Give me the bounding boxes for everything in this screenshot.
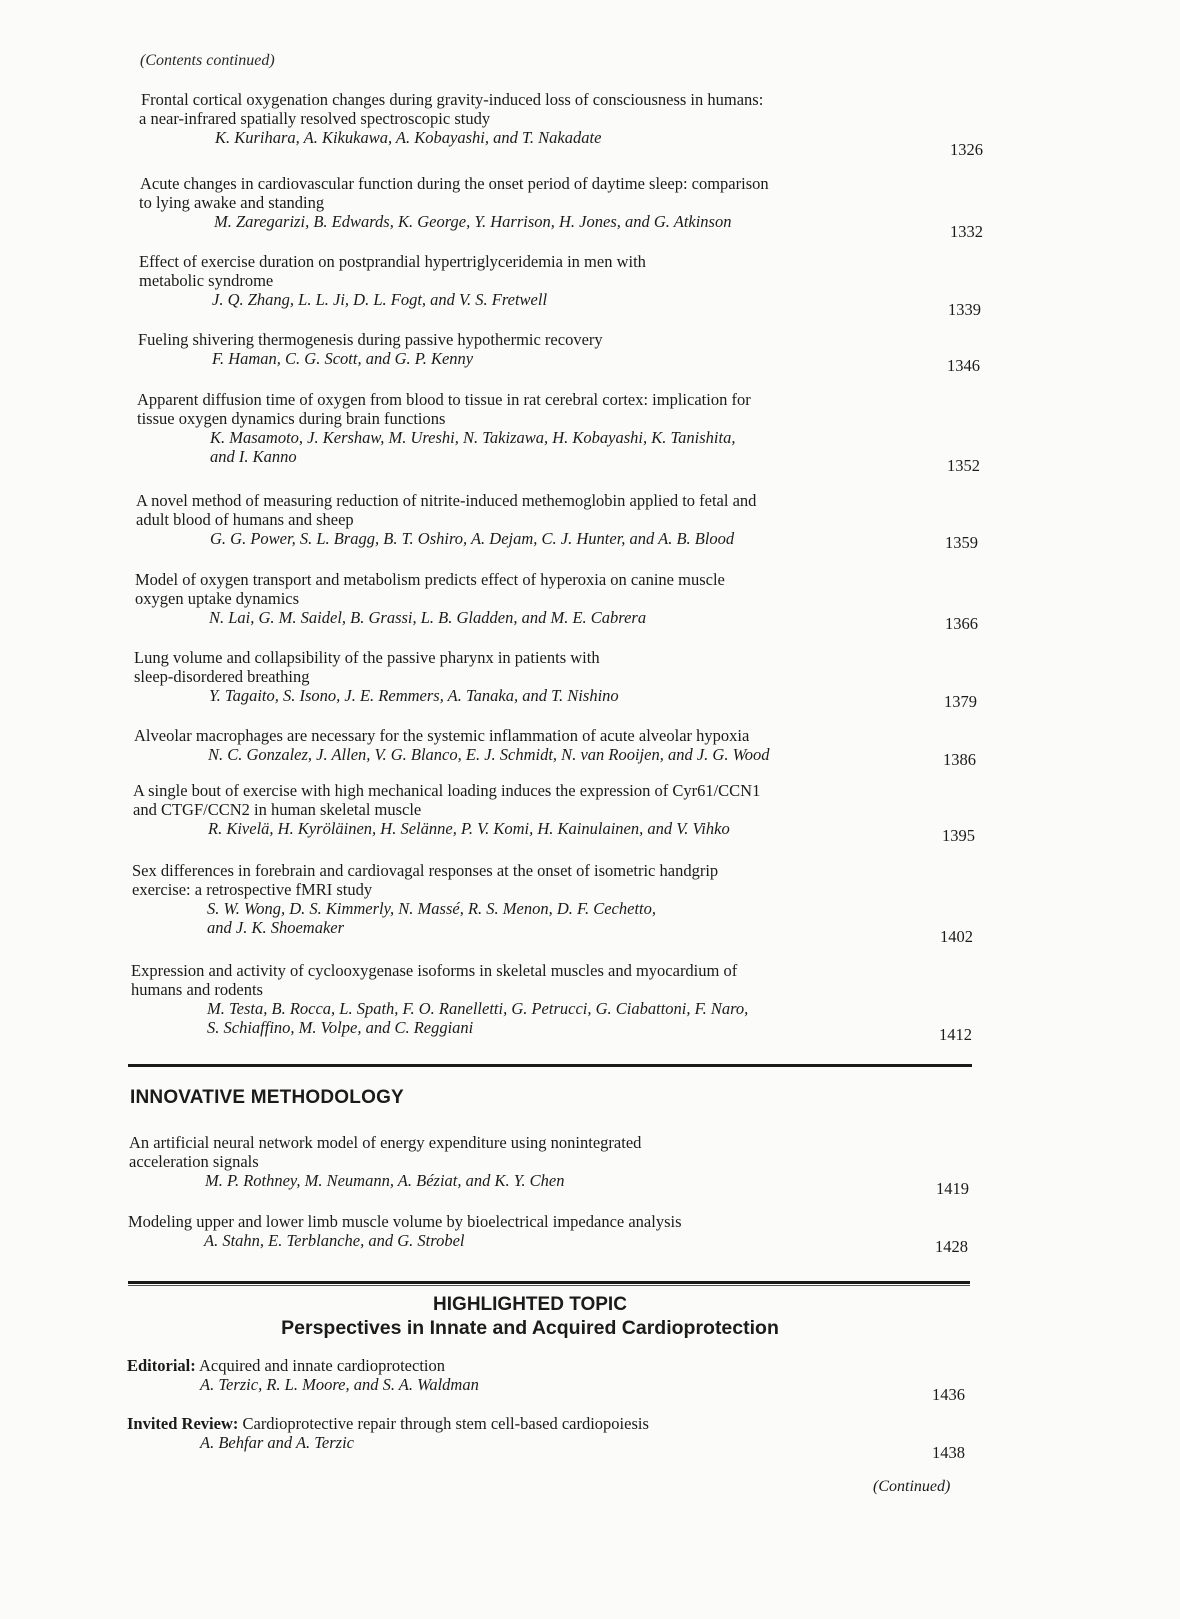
entry-title: Acute changes in cardiovascular function during the onset period of daytime sleep: comparison [140,174,769,193]
toc-entry [0,961,1000,1044]
entry-title: a near-infrared spatially resolved spectroscopic study [139,109,491,128]
entry-authors: K. Masamoto, J. Kershaw, M. Ureshi, N. Takizawa, H. Kobayashi, K. Tanishita, [210,428,736,447]
section-heading-highlighted: HIGHLIGHTED TOPIC [433,1294,627,1315]
contents-continued-label: (Contents continued) [140,52,275,69]
toc-entry [0,330,1000,375]
section-divider [128,1281,970,1284]
entry-authors: J. Q. Zhang, L. L. Ji, D. L. Fogt, and V. S. Fretwell [212,290,548,309]
entry-page: 1395 [942,826,975,845]
entry-page: 1438 [932,1443,965,1462]
entry-title-text: Cardioprotective repair through stem cell-based cardiopoiesis [242,1414,649,1433]
toc-entry [0,252,1000,319]
section-heading-innovative: INNOVATIVE METHODOLOGY [130,1087,404,1108]
entry-authors: R. Kivelä, H. Kyröläinen, H. Selänne, P. V. Komi, H. Kainulainen, and V. Vihko [208,819,730,838]
entry-title: adult blood of humans and sheep [136,510,354,529]
toc-entry [0,1212,1000,1256]
entry-title: Expression and activity of cyclooxygenase isoforms in skeletal muscles and myocardium of [131,961,738,980]
toc-entry [0,174,1000,241]
entry-page: 1332 [950,222,983,241]
entry-authors: F. Haman, C. G. Scott, and G. P. Kenny [212,349,474,368]
entry-page: 1359 [945,533,978,552]
toc-entry [0,90,1000,159]
entry-page: 1326 [950,140,983,159]
entry-title: Effect of exercise duration on postprandial hypertriglyceridemia in men with [139,252,646,271]
entry-page: 1402 [940,927,973,946]
toc-entry [0,570,1000,633]
toc-entry [0,390,1000,475]
toc-entry [0,491,1000,552]
toc-entry [0,861,1000,946]
entry-title: acceleration signals [129,1152,259,1171]
entry-authors: M. Zaregarizi, B. Edwards, K. George, Y. Harrison, H. Jones, and G. Atkinson [214,212,732,231]
entry-title: Fueling shivering thermogenesis during passive hypothermic recovery [138,330,603,349]
entry-authors: M. P. Rothney, M. Neumann, A. Béziat, and K. Y. Chen [205,1171,565,1190]
entry-page: 1428 [935,1237,968,1256]
entry-page: 1379 [944,692,977,711]
continued-label: (Continued) [873,1478,951,1495]
entry-title: A novel method of measuring reduction of nitrite-induced methemoglobin applied to fetal and [136,491,757,510]
entry-authors: K. Kurihara, A. Kikukawa, A. Kobayashi, and T. Nakadate [215,128,602,147]
entry-page: 1419 [936,1179,969,1198]
entry-type-label: Invited Review: [127,1414,239,1433]
entry-authors: G. G. Power, S. L. Bragg, B. T. Oshiro, A. Dejam, C. J. Hunter, and A. B. Blood [210,529,735,548]
entry-title: A single bout of exercise with high mechanical loading induces the expression of Cyr61/CCN1 [133,781,761,800]
entry-title: Modeling upper and lower limb muscle volume by bioelectrical impedance analysis [128,1212,682,1231]
entry-title [127,1414,1000,1433]
entry-title: Apparent diffusion time of oxygen from blood to tissue in rat cerebral cortex: implication for [137,390,751,409]
entry-title [127,1356,1000,1375]
entry-title: exercise: a retrospective fMRI study [132,880,373,899]
entry-authors: S. Schiaffino, M. Volpe, and C. Reggiani [207,1018,474,1037]
entry-authors: A. Stahn, E. Terblanche, and G. Strobel [204,1231,465,1250]
section-divider-thin [128,1285,970,1286]
entry-page: 1412 [939,1025,972,1044]
entry-title: oxygen uptake dynamics [135,589,300,608]
toc-entry [0,648,1000,711]
toc-entry [0,1414,1000,1462]
entry-title: metabolic syndrome [139,271,274,290]
entry-page: 1346 [947,356,980,375]
entry-title: Frontal cortical oxygenation changes during gravity-induced loss of consciousness in humans: [141,90,764,109]
entry-type-label: Editorial: [127,1356,196,1375]
entry-title: humans and rodents [131,980,263,999]
toc-entry [0,781,1000,845]
entry-page: 1339 [948,300,981,319]
entry-title-text: Acquired and innate cardioprotection [198,1356,445,1375]
entry-authors: A. Terzic, R. L. Moore, and S. A. Waldman [200,1375,479,1394]
entry-title: tissue oxygen dynamics during brain functions [137,409,446,428]
entry-authors: and J. K. Shoemaker [207,918,345,937]
toc-entry [0,1356,1000,1404]
entry-title: and CTGF/CCN2 in human skeletal muscle [133,800,422,819]
entry-authors: S. W. Wong, D. S. Kimmerly, N. Massé, R. S. Menon, D. F. Cechetto, [207,899,656,918]
entry-page: 1386 [943,750,976,769]
entry-page: 1436 [932,1385,965,1404]
entry-title: Sex differences in forebrain and cardiovagal responses at the onset of isometric handgrip [132,861,719,880]
entry-authors: N. Lai, G. M. Saidel, B. Grassi, L. B. Gladden, and M. E. Cabrera [209,608,647,627]
toc-entry [0,1133,1000,1198]
toc-entry [0,726,1000,769]
entry-page: 1352 [947,456,980,475]
entry-title: Alveolar macrophages are necessary for the systemic inflammation of acute alveolar hypoxia [134,726,750,745]
entry-authors: A. Behfar and A. Terzic [200,1433,355,1452]
entry-title: Lung volume and collapsibility of the passive pharynx in patients with [134,648,600,667]
entry-title: sleep-disordered breathing [134,667,310,686]
entry-authors: and I. Kanno [210,447,297,466]
section-subheading-highlighted: Perspectives in Innate and Acquired Cardioprotection [281,1317,779,1339]
section-divider [128,1064,972,1067]
entry-title: Model of oxygen transport and metabolism predicts effect of hyperoxia on canine muscle [135,570,725,589]
entry-authors: N. C. Gonzalez, J. Allen, V. G. Blanco, E. J. Schmidt, N. van Rooijen, and J. G. Wood [208,745,770,764]
entry-title: to lying awake and standing [139,193,325,212]
entry-authors: M. Testa, B. Rocca, L. Spath, F. O. Ranelletti, G. Petrucci, G. Ciabattoni, F. Naro, [207,999,749,1018]
entry-authors: Y. Tagaito, S. Isono, J. E. Remmers, A. Tanaka, and T. Nishino [209,686,619,705]
entry-title: An artificial neural network model of energy expenditure using nonintegrated [129,1133,642,1152]
entry-page: 1366 [945,614,978,633]
